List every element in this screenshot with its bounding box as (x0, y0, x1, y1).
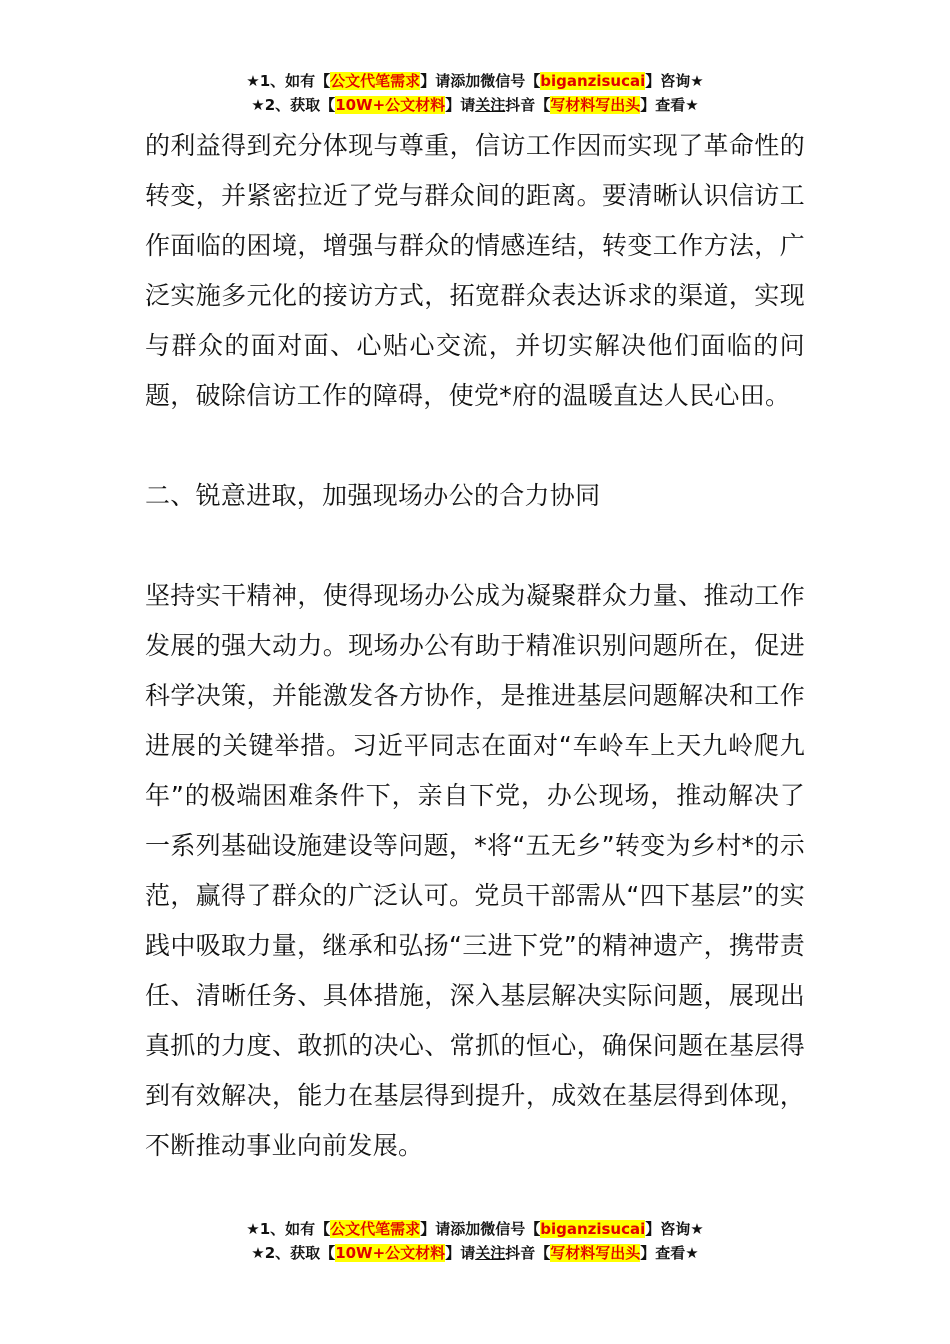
banner-text: ★2、获取【 (251, 96, 336, 114)
banner-text: 抖音【 (505, 1244, 551, 1262)
banner-underlined: 关注 (475, 1244, 506, 1262)
banner-text: 】请 (445, 96, 476, 114)
banner-text: ★2、获取【 (251, 1244, 336, 1262)
banner-highlight: 10W+公文材料 (335, 96, 446, 114)
banner-text: 】请添加微信号【 (420, 72, 541, 90)
paragraph: 坚持实干精神，使得现场办公成为凝聚群众力量、推动工作发展的强大动力。现场办公有助于精准识别问题所在，促进科学决策，并能激发各方协作，是推进基层问题解决和工作进展的关键举措。习近平同志在面对“车岭车上天九岭爬九年”的极端困难条件下，亲自下党，办公现场，推动解决了一系列基础设施建设等问题，*将“五无乡”转变为乡村*的示范，赢得了群众的广泛认可。党员干部需从“四下基层”的实践中吸取力量，继承和弘扬“三进下党”的精神遗产，携带责任、清晰任务、具体措施，深入基层解决实际问题，展现出真抓的力度、敢抓的决心、常抓的恒心，确保问题在基层得到有效解决，能力在基层得到提升，成效在基层得到体现，不断推动事业向前发展。 (145, 581, 805, 1160)
banner-highlight: 写材料写出头 (550, 96, 641, 114)
banner-highlight: biganzisucai (540, 72, 646, 90)
banner-line-1 (0, 69, 950, 93)
banner-text: ★1、如有【 (246, 72, 331, 90)
banner-text: 】请添加微信号【 (420, 1220, 541, 1238)
banner-text: 】咨询★ (645, 72, 704, 90)
paragraph: 的利益得到充分体现与尊重，信访工作因而实现了革命性的转变，并紧密拉近了党与群众间的距离。要清晰认识信访工作面临的困境，增强与群众的情感连结，转变工作方法，广泛实施多元化的接访方式，拓宽群众表达诉求的渠道，实现与群众的面对面、心贴心交流，并切实解决他们面临的问题，破除信访工作的障碍，使党*府的温暖直达人民心田。 (145, 131, 805, 410)
banner-highlight: biganzisucai (540, 1220, 646, 1238)
banner-text: 】查看★ (640, 96, 699, 114)
banner-underlined: 关注 (475, 96, 506, 114)
banner-highlight: 写材料写出头 (550, 1244, 641, 1262)
section-heading: 二、锐意进取，加强现场办公的合力协同 (145, 481, 601, 510)
banner-line-1 (0, 1217, 950, 1241)
banner-text: 抖音【 (505, 96, 551, 114)
banner-line-2 (0, 93, 950, 117)
banner-highlight: 公文代笔需求 (330, 72, 421, 90)
banner-text: 】查看★ (640, 1244, 699, 1262)
banner-highlight: 公文代笔需求 (330, 1220, 421, 1238)
bottom-banner (0, 1217, 950, 1265)
document-body (145, 121, 805, 1171)
top-banner (0, 69, 950, 117)
banner-highlight: 10W+公文材料 (335, 1244, 446, 1262)
banner-text: 】请 (445, 1244, 476, 1262)
banner-text: ★1、如有【 (246, 1220, 331, 1238)
banner-line-2 (0, 1241, 950, 1265)
banner-text: 】咨询★ (645, 1220, 704, 1238)
